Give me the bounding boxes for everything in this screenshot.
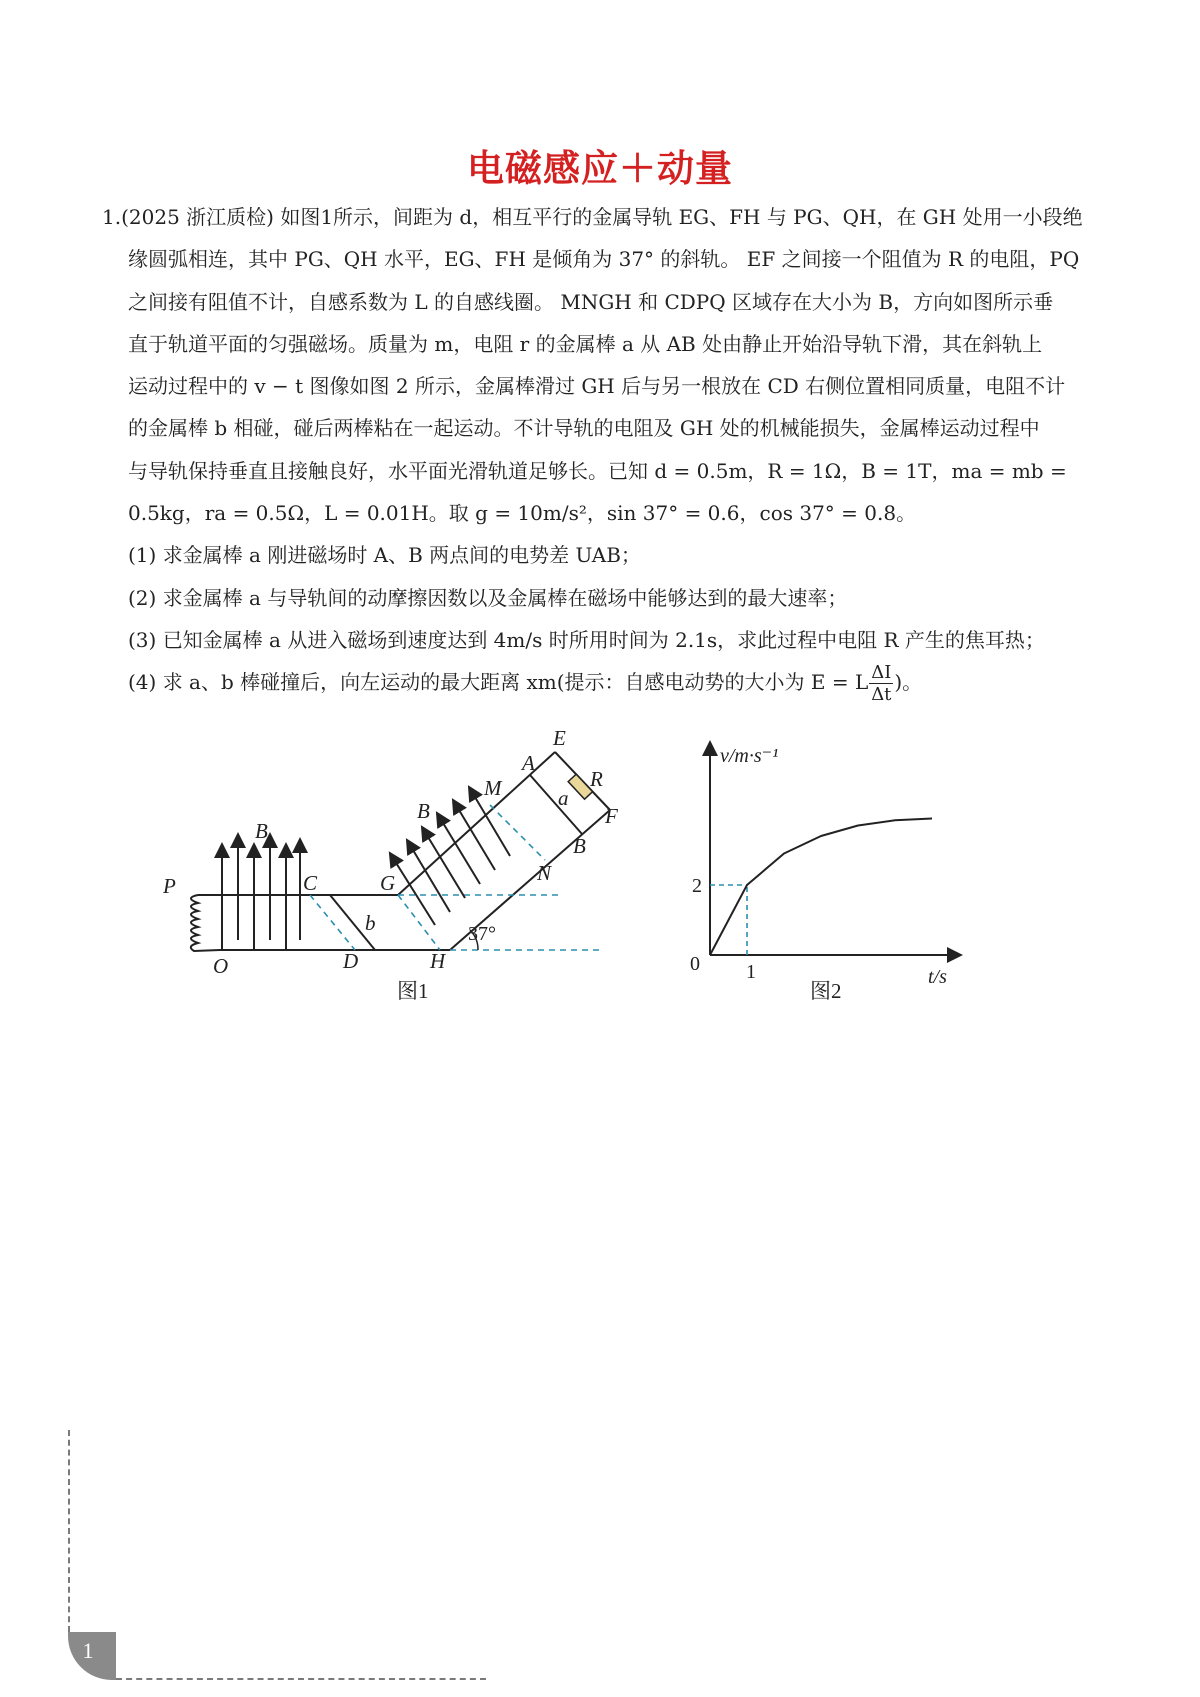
label-C: C: [303, 871, 318, 895]
origin-label: 0: [690, 953, 700, 975]
label-a: a: [558, 786, 569, 810]
sub-question-3: (3) 已知金属棒 a 从进入磁场到速度达到 4m/s 时所用时间为 2.1s，求此过程中电阻 R 产生的焦耳热；: [128, 627, 1045, 652]
label-B-point: B: [573, 834, 586, 858]
label-H: H: [430, 949, 446, 973]
question-source: (2025 浙江质检): [121, 205, 274, 229]
resistor: [568, 774, 592, 799]
label-b: b: [365, 911, 376, 935]
fraction-numerator: ΔI: [871, 662, 892, 684]
question-text-line: 0.5kg，ra = 0.5Ω，L = 0.01H。取 g = 10m/s²，sin 37° = 0.6，cos 37° = 0.8。: [128, 501, 917, 526]
figure-1-caption: 图1: [397, 979, 429, 1003]
field-boundary-cd: [310, 895, 355, 950]
figure-2-chart: [670, 730, 980, 1015]
sub-question-4-text: (4) 求 a、b 棒碰撞后，向左运动的最大距离 xm(提示：自感电动势的大小为 E = L: [128, 670, 869, 695]
label-M: M: [484, 776, 502, 800]
label-D: D: [343, 949, 359, 973]
y-tick-label: 2: [692, 875, 702, 897]
sub-question-2: (2) 求金属棒 a 与导轨间的动摩擦因数以及金属棒在磁场中能够达到的最大速率；: [128, 585, 848, 610]
x-axis-label: t/s: [928, 966, 947, 988]
page-number: 1: [82, 1638, 94, 1663]
label-N: N: [537, 861, 552, 885]
margin-dashed-line: [68, 1430, 70, 1632]
sub-question-4-tail: )。: [894, 670, 923, 695]
label-A: A: [522, 751, 535, 775]
velocity-curve: [710, 819, 932, 956]
question-line-1: [102, 196, 1122, 238]
label-O: O: [213, 954, 229, 978]
question-text-line: 运动过程中的 v − t 图像如图 2 所示，金属棒滑过 GH 后与另一根放在 CD 右侧位置相同质量，电阻不计: [128, 374, 1066, 399]
footer-dashed-line: [116, 1678, 486, 1680]
label-B-field-left: B: [255, 819, 268, 843]
question-block: [102, 196, 1122, 705]
question-text-line: 与导轨保持垂直且接触良好，水平面光滑轨道足够长。已知 d = 0.5m，R = 1Ω，B = 1T，ma = mb =: [128, 458, 1067, 483]
figure-1-diagram: [150, 725, 620, 1015]
field-boundary-mn: [490, 805, 545, 860]
question-text-line: 的金属棒 b 相碰，碰后两棒粘在一起运动。不计导轨的电阻及 GH 处的机械能损失，金属棒运动过程中: [128, 416, 1040, 441]
label-F: F: [605, 804, 618, 828]
formula-fraction: [869, 662, 893, 705]
question-number: 1.: [102, 205, 122, 229]
angle-label: 37°: [468, 923, 496, 945]
label-E: E: [553, 726, 566, 750]
label-B-field-incline: B: [417, 799, 430, 823]
inductor-coil: [191, 895, 220, 951]
question-text-line: 直于轨道平面的匀强磁场。质量为 m，电阻 r 的金属棒 a 从 AB 处由静止开始沿导轨下滑，其在斜轨上: [128, 331, 1043, 356]
question-text-line: 之间接有阻值不计，自感系数为 L 的自感线圈。 MNGH 和 CDPQ 区域存在大小为 B，方向如图所示垂: [128, 289, 1054, 314]
y-axis-label: v/m·s⁻¹: [720, 745, 779, 767]
fraction-denominator: Δt: [871, 684, 892, 706]
label-R: R: [590, 767, 603, 791]
label-G: G: [380, 871, 396, 895]
figure-2-caption: 图2: [810, 979, 842, 1003]
sub-question-1: (1) 求金属棒 a 刚进磁场时 A、B 两点间的电势差 UAB；: [128, 543, 641, 568]
page-title: 电磁感应＋动量: [467, 147, 733, 190]
x-tick-label: 1: [746, 961, 756, 983]
label-P: P: [163, 874, 176, 898]
sub-question-4: [102, 661, 1122, 705]
question-text-line: 缘圆弧相连，其中 PG、QH 水平，EG、FH 是倾角为 37° 的斜轨。 EF 之间接一个阻值为 R 的电阻，PQ: [128, 247, 1080, 272]
question-text-line: 如图1所示，间距为 d，相互平行的金属导轨 EG、FH 与 PG、QH，在 GH 处用一小段绝: [280, 205, 1083, 229]
